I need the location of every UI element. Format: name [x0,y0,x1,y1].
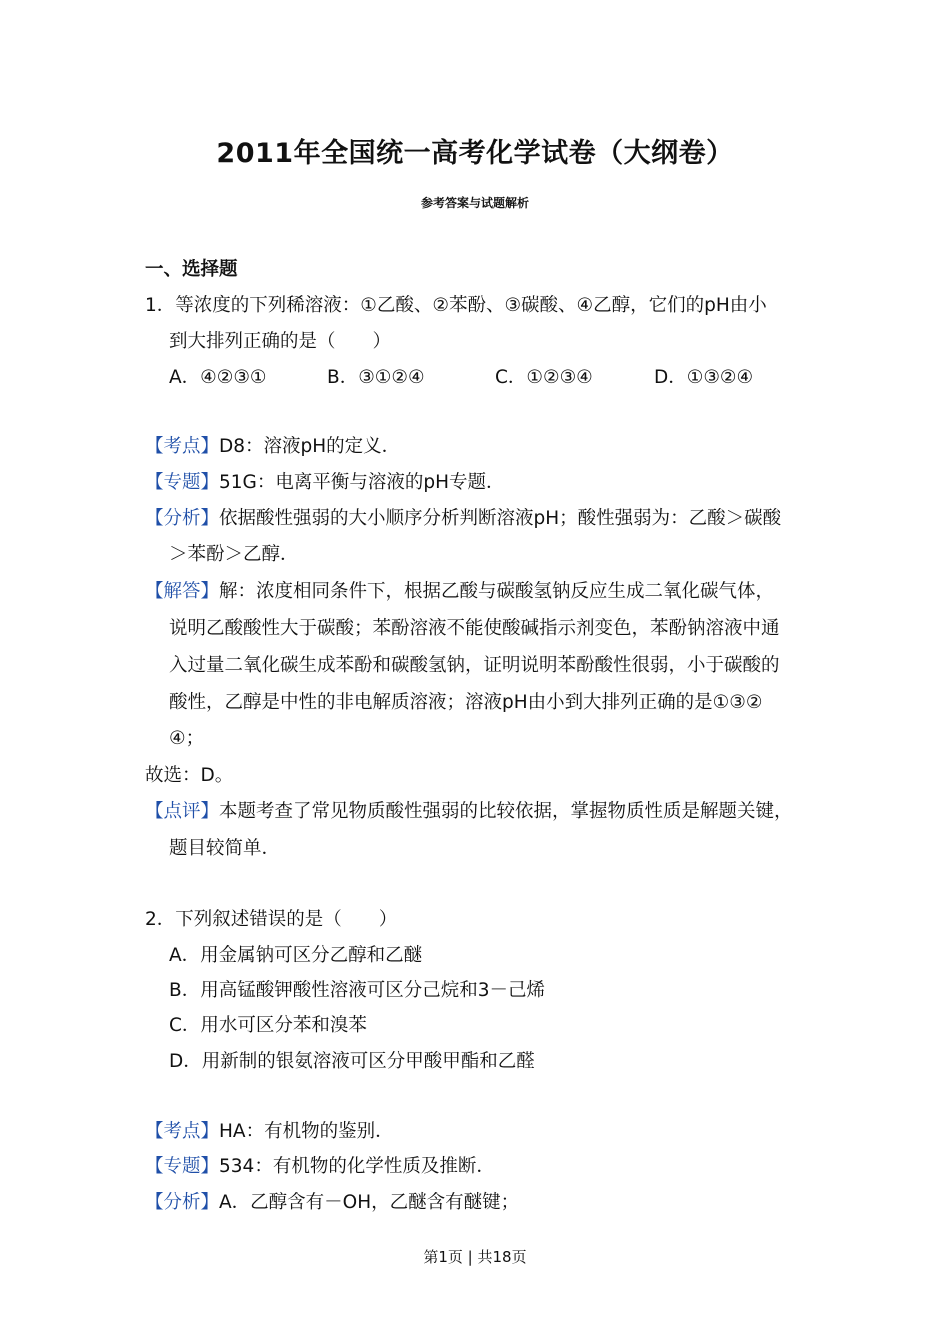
zhuanti-tag: 【专题】 [145,1156,220,1177]
q1-jieda-line2: 说明乙酸酸性大于碳酸；苯酚溶液不能使酸碱指示剂变色，苯酚钠溶液中通 [169,618,780,639]
q2-fenxi [145,1191,519,1215]
q1-option-d: D．①③②④ [654,367,754,388]
dianping-tag: 【点评】 [145,801,220,822]
q1-dianping [145,800,793,824]
page-title: 2011年全国统一高考化学试卷（大纲卷） [216,138,734,169]
fenxi-text: A．乙醇含有－OH，乙醚含有醚键； [219,1192,520,1213]
q1-options [169,366,809,390]
zhuanti-text: 51G：电离平衡与溶液的pH专题． [219,472,505,493]
page-subtitle: 参考答案与试题解析 [420,196,529,210]
q1-stem-line2: 到大排列正确的是（ ） [169,331,392,352]
dianping-text: 本题考查了常见物质酸性强弱的比较依据，掌握物质性质是解题关键， [219,801,793,822]
q1-fenxi [145,507,781,531]
q1-option-b: B．③①②④ [327,367,425,388]
q1-jieda-line4: 酸性，乙醇是中性的非电解质溶液；溶液pH由小到大排列正确的是①③② [169,692,763,713]
q1-option-a: A．④②③① [169,367,267,388]
kaodian-text: HA：有机物的鉴别． [219,1121,394,1142]
q2-option-a: A．用金属钠可区分乙醇和乙醚 [169,945,423,966]
jieda-tag: 【解答】 [145,581,220,602]
zhuanti-text: 534：有机物的化学性质及推断． [219,1156,495,1177]
q1-stem-line1: 1．等浓度的下列稀溶液：①乙酸、②苯酚、③碳酸、④乙醇，它们的pH由小 [145,295,767,316]
fenxi-tag: 【分析】 [145,1192,220,1213]
q1-fenxi-line2: ＞苯酚＞乙醇． [169,544,299,565]
section-heading: 一、选择题 [145,259,238,280]
fenxi-tag: 【分析】 [145,508,220,529]
q1-dianping-line2: 题目较简单． [169,838,281,859]
q2-option-c: C．用水可区分苯和溴苯 [169,1015,367,1036]
kaodian-tag: 【考点】 [145,1121,220,1142]
zhuanti-tag: 【专题】 [145,472,220,493]
fenxi-text: 依据酸性强弱的大小顺序分析判断溶液pH；酸性强弱为：乙酸＞碳酸 [219,508,782,529]
q1-jieda-line5: ④； [169,728,205,749]
q2-zhuanti [145,1155,495,1179]
q1-zhuanti [145,471,505,495]
q1-jieda [145,580,774,604]
q1-jieda-line3: 入过量二氧化碳生成苯酚和碳酸氢钠，证明说明苯酚酸性很弱，小于碳酸的 [169,655,780,676]
q1-answer: 故选：D。 [145,765,234,786]
kaodian-tag: 【考点】 [145,436,220,457]
kaodian-text: D8：溶液pH的定义． [219,436,401,457]
page-footer: 第1页 | 共18页 [423,1248,527,1266]
q2-option-d: D．用新制的银氨溶液可区分甲酸甲酯和乙醛 [169,1051,535,1072]
q1-kaodian [145,435,400,459]
q2-kaodian [145,1120,394,1144]
q2-option-b: B．用高锰酸钾酸性溶液可区分己烷和3－己烯 [169,980,545,1001]
q2-stem: 2．下列叙述错误的是（ ） [145,909,398,930]
jieda-text: 解：浓度相同条件下，根据乙酸与碳酸氢钠反应生成二氧化碳气体， [219,581,775,602]
q1-option-c: C．①②③④ [495,367,593,388]
